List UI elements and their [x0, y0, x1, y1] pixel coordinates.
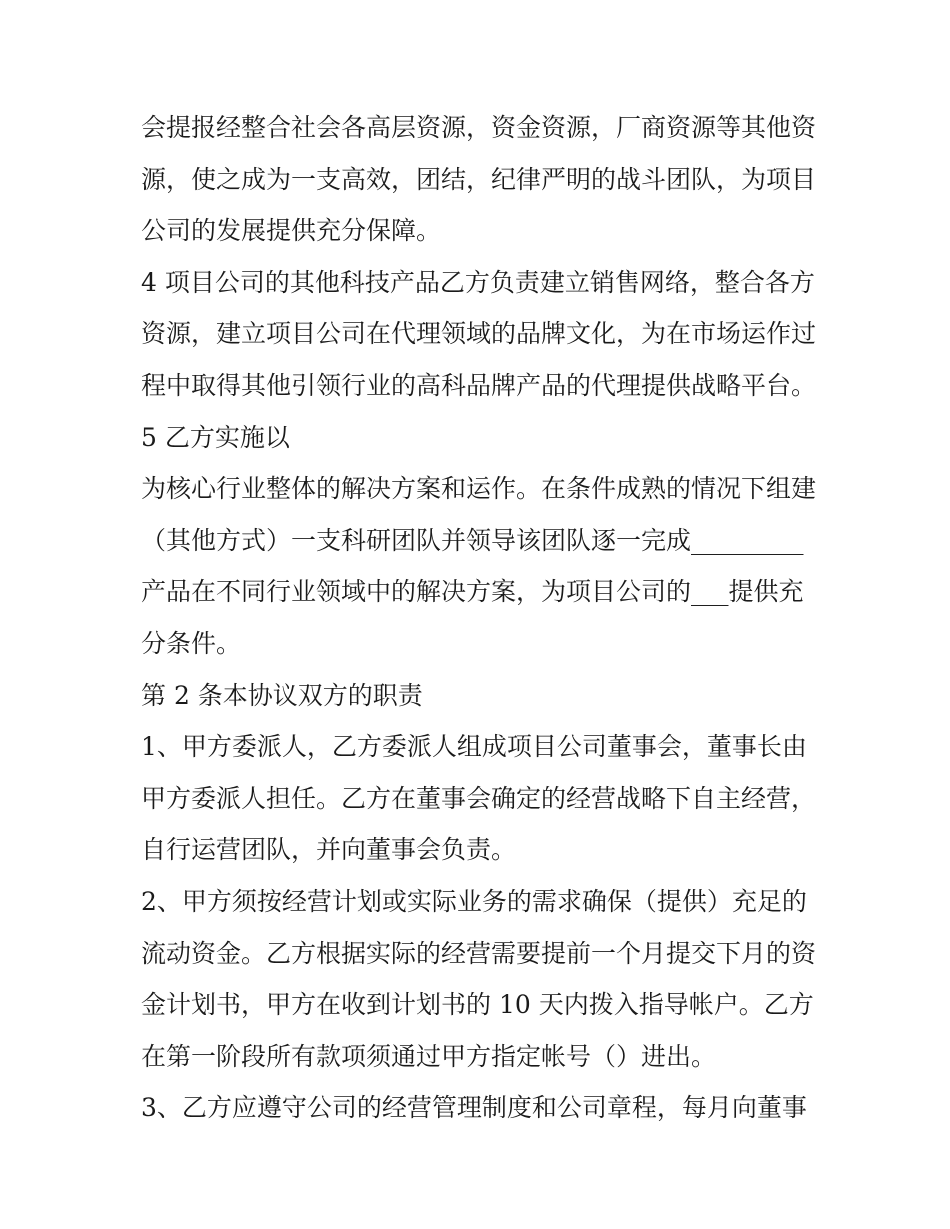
text-line: 源，使之成为一支高效，团结，纪律严明的战斗团队，为项目 [141, 164, 817, 194]
text-line: 甲方委派人担任。乙方在董事会确定的经营战略下自主经营， [141, 783, 817, 813]
text-line: 流动资金。乙方根据实际的经营需要提前一个月提交下月的资 [141, 938, 817, 968]
text-line: 3、乙方应遵守公司的经营管理制度和公司章程，每月向董事 [141, 1093, 807, 1123]
text-line: 5 乙方实施以 [141, 422, 290, 452]
text-line: 金计划书，甲方在收到计划书的 10 天内拨入指导帐户。乙方 [141, 990, 814, 1020]
text-line: 1、甲方委派人，乙方委派人组成项目公司董事会，董事长由 [141, 732, 807, 762]
text-line: 为核心行业整体的解决方案和运作。在条件成熟的情况下组建 [141, 474, 817, 504]
text-line: 在第一阶段所有款项须通过甲方指定帐号（）进出。 [141, 1041, 717, 1071]
text-line: 自行运营团队，并向董事会负责。 [141, 835, 517, 865]
document-body [141, 102, 821, 1134]
text-line: （其他方式）一支科研团队并领导该团队逐一完成_________ [141, 525, 804, 555]
text-line: 分条件。 [141, 628, 242, 658]
text-line: 公司的发展提供充分保障。 [141, 216, 442, 246]
text-line: 2、甲方须按经营计划或实际业务的需求确保（提供）充足的 [141, 886, 807, 916]
text-line: 4 项目公司的其他科技产品乙方负责建立销售网络，整合各方 [141, 267, 815, 297]
section-heading: 第 2 条本协议双方的职责 [141, 680, 423, 710]
text-line: 程中取得其他引领行业的高科品牌产品的代理提供战略平台。 [141, 370, 817, 400]
text-line: 资源，建立项目公司在代理领域的品牌文化，为在市场运作过 [141, 319, 817, 349]
text-line: 产品在不同行业领域中的解决方案，为项目公司的___提供充 [141, 577, 804, 607]
text-line: 会提报经整合社会各高层资源，资金资源，厂商资源等其他资 [141, 113, 817, 142]
